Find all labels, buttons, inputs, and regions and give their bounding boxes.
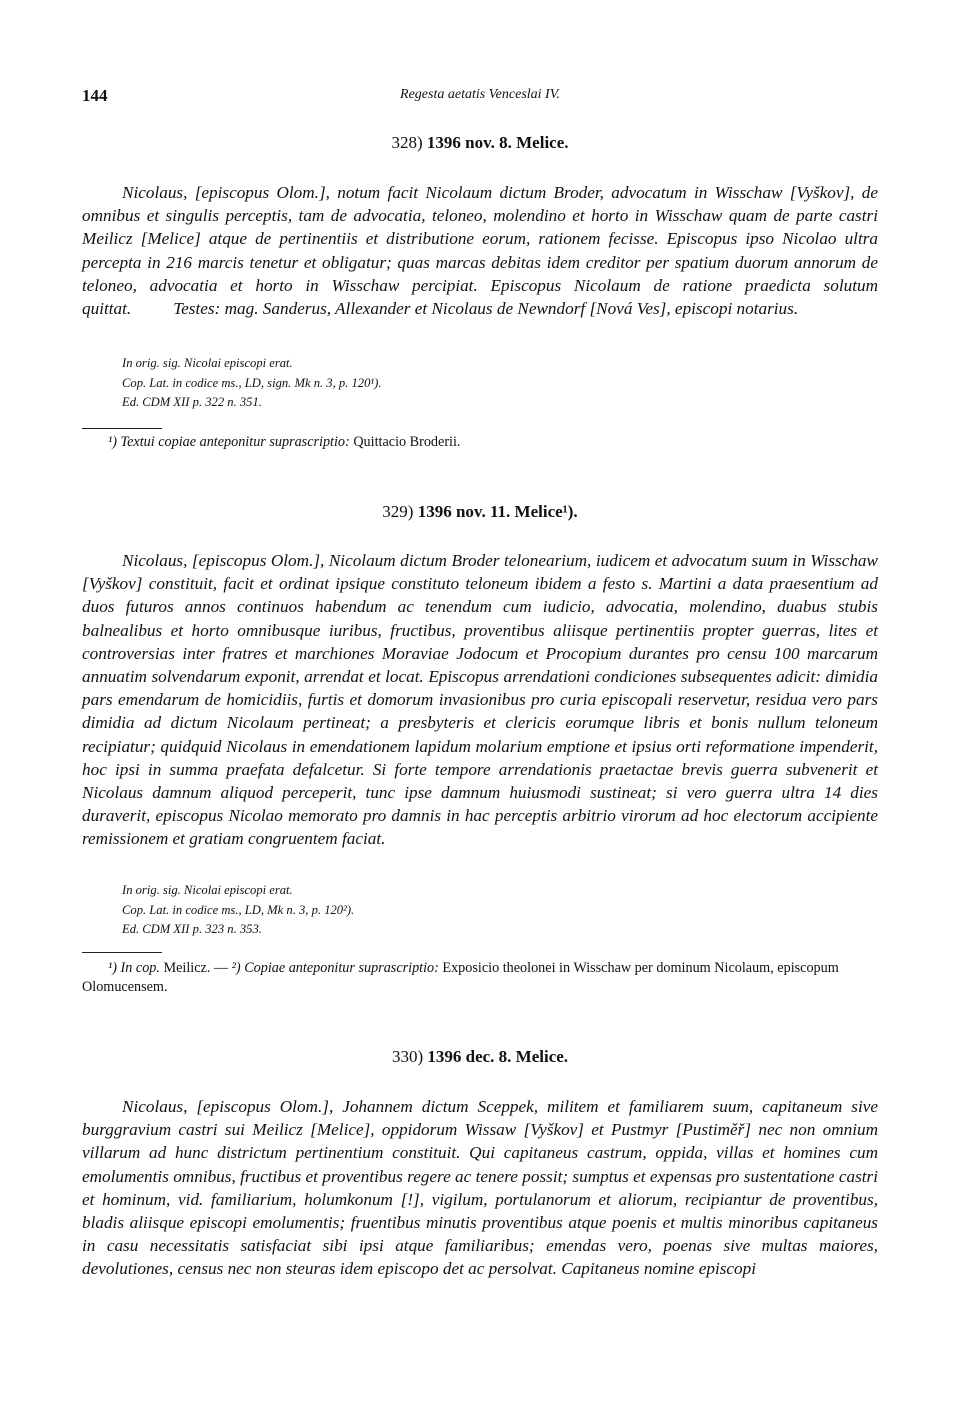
page-number: 144 (82, 86, 108, 105)
doc-date-place: 1396 dec. 8. Melice. (427, 1047, 569, 1066)
footnote-mark: ²) (231, 960, 241, 976)
note-copy: Cop. Lat. in codice ms., LD, Mk n. 3, p. 120²). (122, 902, 355, 917)
footnote-italic-text: Copiae anteponitur suprascriptio: (244, 960, 439, 976)
doc-329-heading (82, 502, 878, 522)
doc-329-text: Nicolaus, [episcopus Olom.], Nicolaum dictum Broder telonearium, iudicem et advocatum suum in Wisschaw [Vyškov] constituit, facit et ordinat ipsique constituto teloneum ibidem a festo s. Martini a data praesentium ad duos futuros annos continuos habendum ac tenendum cum iudicio, advocatia, molendino, duabus stubis balnealibus et horto omnibusque iuribus, fructibus, proventibus aliisque pertinentiis propter guerras, lites et controversias inter fratres et marchiones Moraviae Jodocum et Procopium durantes pro censu 100 marcarum annuatim solvendarum exponit, arrendat et locat. Episcopus arrendationi condiciones subsequentes adicit: dimidia pars emendarum de homicidiis, furtis et domorum invasionibus pro curia episcopali reservetur, residua vero pars dimidia ad dictum Nicolaum pertineat; a presbyteris et clericis eorumque libris et bonis nullum teloneum recipiatur; quidquid Nicolaus in emendationem lapidum molarium emptione et ipsius orti reformatione impenderit, hoc ipsi in summa praefata defalcetur. Si forte tempore arrendationis praetactae brevis guerra subvenerit et Nicolaus damnum aliquod perceperit, tunc ipse damnum huiusmodi sustineat; si vero guerra ultra 14 dies duraverit, episcopus Nicolao memorato pro damnis in hac perceptis arbitrio virorum ad hoc electorum accipiente remissionem et gratiam congruentem faciat. (82, 551, 878, 849)
doc-330-text: Nicolaus, [episcopus Olom.], Johannem dictum Sceppek, militem et familiarem suum, capitaneum sive burggravium castri sui Meilicz [Melice], oppidorum Wissaw [Vyškov] et Pustmyr [Pustiměř] nec non omnium villarum ad hunc districtum pertinentium constituit. Qui capitaneus castrum, oppida, villas et homines cum emolumentis omnibus, fructibus et proventibus regere ac tenere possit; sumptus et expensas pro sustentatione castri et hominum, vid. familiarium, holumkonum [!], vigilum, portulanorum et aliorum, recipiantur de proventibus, bladis aliisque episcopi emolumentis; fruentibus minutis proventibus atque poenis et multis minoribus capitaneus in casu necessitatis satisfaciat sibi ipsi atque familiaribus; emendas vero, poenas sive multas maiores, devolutiones, census nec non steuras idem episcopo det ac persolvat. Capitaneus nomine episcopi (82, 1097, 878, 1279)
footnote-mark: ¹) (108, 960, 117, 976)
doc-date-place: 1396 nov. 11. Melice¹). (417, 502, 578, 521)
running-title: Regesta aetatis Venceslai IV. (400, 87, 560, 102)
doc-328-heading (82, 133, 878, 153)
footnote-italic-text: In cop. (120, 960, 160, 976)
doc-328-footnote (82, 433, 878, 452)
doc-number: 330) (391, 1047, 424, 1066)
footnote-plain-text: Exposicio theolonei in Wisschaw per dominum Nicolaum, episcopum Olomucensem. (82, 960, 839, 995)
note-seal: In orig. sig. Nicolai episcopi erat. (122, 883, 293, 897)
doc-328-notes (122, 354, 382, 413)
doc-328-testes: Testes: mag. Sanderus, Allexander et Nicolaus de Newndorf [Nová Ves], episcopi notarius. (173, 299, 799, 319)
note-seal: In orig. sig. Nicolai episcopi erat. (122, 356, 293, 370)
page-header (82, 86, 878, 110)
note-edition: Ed. CDM XII p. 323 n. 353. (122, 922, 262, 936)
doc-date-place: 1396 nov. 8. Melice. (426, 133, 569, 152)
doc-number: 329) (382, 502, 414, 521)
doc-328-main-text: Nicolaus, [episcopus Olom.], notum facit Nicolaum dictum Broder, advocatum in Wisschaw [Vyškov], de omnibus et singulis perceptis, tam de advocatia, teloneo, molendino et horto in Wisschaw quam de parte castri Meilicz [Melice] atque de pertinentiis et distributione eorum, rationem fecisse. Episcopus ipso Nicolao ultra percepta in 216 marcis tenetur et obligatur; quas marcas debitas idem creditor per spatium duorum annorum de teloneo, advocatia et horto in Wisschaw percipiat. Episcopus Nicolaum de ratione praedicta solutum quittat. (82, 183, 878, 319)
note-copy: Cop. Lat. in codice ms., LD, sign. Mk n. 3, p. 120¹). (122, 375, 382, 390)
footnote-divider (82, 952, 162, 953)
doc-329-footnotes (82, 959, 878, 997)
footnote-mark: ¹) (108, 434, 117, 450)
doc-328-text (82, 181, 878, 320)
doc-330-heading (82, 1047, 878, 1067)
doc-number: 328) (391, 133, 423, 152)
note-edition: Ed. CDM XII p. 322 n. 351. (122, 395, 262, 409)
footnote-plain-text: Quittacio Broderii. (353, 434, 461, 450)
footnote-plain-text: Meilicz. — (163, 960, 229, 976)
doc-329-notes (122, 881, 354, 940)
footnote-divider (82, 428, 162, 429)
footnote-italic-text: Textui copiae anteponitur suprascriptio: (120, 434, 350, 450)
